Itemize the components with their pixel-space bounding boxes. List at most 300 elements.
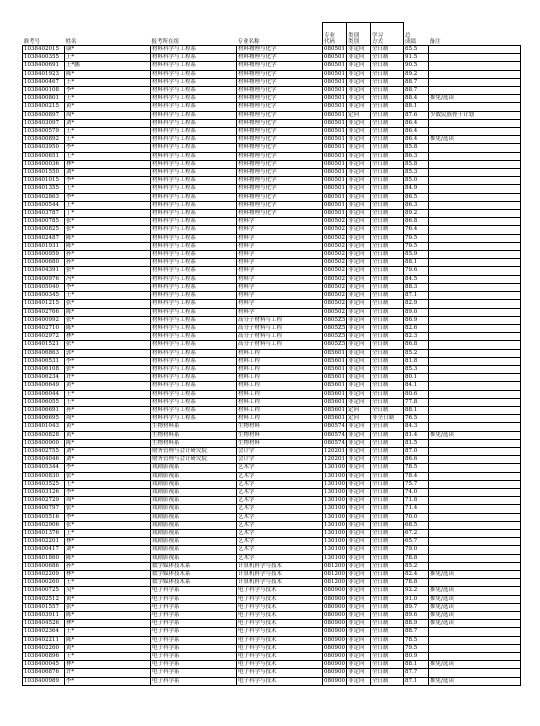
cell-name: 孙* — [65, 562, 151, 570]
cell-department: 材料科学与工程系 — [151, 177, 237, 185]
cell-category: 非定向 — [347, 398, 371, 406]
cell-study-mode: 全日制 — [371, 398, 404, 406]
cell-name: 张* — [65, 603, 151, 611]
table-row — [23, 620, 521, 628]
table-row — [23, 603, 521, 611]
table-row — [23, 447, 521, 455]
cell-department: 戏剧影视系 — [151, 497, 237, 505]
table-row — [23, 595, 521, 603]
cell-name: 王* — [65, 628, 151, 636]
cell-total-score: 86.8 — [404, 341, 429, 349]
cell-major-code: 080502 — [324, 283, 345, 290]
header-department: 报考所在组 — [151, 23, 237, 46]
header-total-score: 总 成绩 — [404, 23, 429, 46]
cell-category: 非定向 — [347, 136, 371, 144]
cell-major: 电子科学与技术 — [237, 628, 323, 636]
table-row — [23, 267, 521, 275]
cell-major-code: 080900 — [324, 644, 345, 651]
table-row — [23, 374, 521, 382]
cell-study-mode: 全日制 — [371, 119, 404, 127]
cell-exam-id: 1038402209 — [23, 571, 65, 579]
cell-category: 非定向 — [347, 300, 371, 308]
cell-name: 黄* — [65, 382, 151, 390]
cell-total-score: 79.5 — [404, 234, 429, 242]
cell-department: 材料科学与工程系 — [151, 267, 237, 275]
table-row — [23, 423, 521, 431]
header-major-code: 专业 代码 — [323, 23, 347, 46]
cell-department: 材料科学与工程系 — [151, 152, 237, 160]
cell-study-mode: 全日制 — [371, 54, 404, 62]
cell-name: 张* — [65, 300, 151, 308]
cell-study-mode: 全日制 — [371, 374, 404, 382]
cell-department: 戏剧影视系 — [151, 546, 237, 554]
cell-total-score: 89.2 — [404, 70, 429, 78]
cell-department: 数字媒体技术系 — [151, 562, 237, 570]
table-row — [23, 160, 521, 168]
cell-total-score: 89.7 — [404, 603, 429, 611]
cell-study-mode: 全日制 — [371, 251, 404, 259]
cell-total-score: 90.5 — [404, 62, 429, 70]
cell-major: 材料物理与化学 — [237, 95, 323, 103]
cell-major-code: 085601 — [324, 374, 345, 381]
cell-major: 材料物理与化学 — [237, 144, 323, 152]
cell-category: 非定向 — [347, 628, 371, 636]
cell-total-score: 82.4 — [404, 571, 429, 579]
cell-study-mode: 全日制 — [371, 488, 404, 496]
cell-major: 材料工程 — [237, 406, 323, 414]
cell-total-score: 85.2 — [404, 349, 429, 357]
cell-total-score: 88.4 — [404, 95, 429, 103]
cell-remarks — [429, 62, 521, 70]
cell-major: 会计学 — [237, 456, 323, 464]
cell-study-mode: 全日制 — [371, 267, 404, 275]
table-row — [23, 612, 521, 620]
cell-remarks: 推免/选读 — [429, 571, 521, 579]
cell-category: 非定向 — [347, 267, 371, 275]
cell-name: 周* — [65, 497, 151, 505]
cell-name: 张* — [65, 521, 151, 529]
cell-department: 材料科学与工程系 — [151, 292, 237, 300]
cell-category: 非定向 — [347, 46, 371, 54]
cell-major: 材料学 — [237, 242, 323, 250]
cell-total-score: 84.3 — [404, 423, 429, 431]
cell-department: 数字媒体技术系 — [151, 571, 237, 579]
cell-remarks — [429, 529, 521, 537]
cell-major: 艺术学 — [237, 497, 323, 505]
cell-study-mode: 全日制 — [371, 283, 404, 291]
score-table — [22, 22, 521, 686]
cell-exam-id: 1038404391 — [23, 267, 65, 275]
cell-name: 王* — [65, 128, 151, 136]
cell-major: 材料工程 — [237, 398, 323, 406]
table-row — [23, 415, 521, 423]
cell-study-mode: 全日制 — [371, 636, 404, 644]
cell-major: 电子科学与技术 — [237, 636, 323, 644]
cell-remarks — [429, 54, 521, 62]
cell-major-code: 080900 — [324, 587, 345, 594]
cell-total-score: 87.1 — [404, 677, 429, 685]
cell-major-code: 080900 — [324, 669, 345, 676]
cell-department: 财务管理与会计研究院 — [151, 456, 237, 464]
cell-remarks — [429, 415, 521, 423]
cell-study-mode: 全日制 — [371, 193, 404, 201]
cell-category: 非定向 — [347, 571, 371, 579]
cell-total-score: 87.6 — [404, 111, 429, 119]
cell-major: 材料物理与化学 — [237, 87, 323, 95]
cell-major-code: 085601 — [324, 398, 345, 405]
cell-exam-id: 1038400825 — [23, 226, 65, 234]
cell-study-mode: 全日制 — [371, 513, 404, 521]
cell-major-code: 080900 — [324, 595, 345, 602]
cell-name: 张* — [65, 341, 151, 349]
cell-total-score: 79.0 — [404, 546, 429, 554]
cell-exam-id: 1038406108 — [23, 365, 65, 373]
cell-exam-id: 1038406234 — [23, 374, 65, 382]
cell-exam-id: 1038400345 — [23, 292, 65, 300]
cell-total-score: 88.9 — [404, 620, 429, 628]
cell-major-code: 081200 — [324, 562, 345, 569]
cell-total-score: 86.4 — [404, 136, 429, 144]
cell-major: 材料物理与化学 — [237, 152, 323, 160]
cell-remarks — [429, 562, 521, 570]
cell-remarks — [429, 152, 521, 160]
cell-total-score: 77.8 — [404, 398, 429, 406]
cell-department: 材料科学与工程系 — [151, 275, 237, 283]
cell-major-code: 080502 — [324, 218, 345, 225]
cell-remarks: 少数民族骨干计划 — [429, 111, 521, 119]
cell-name: 丁* — [65, 210, 151, 218]
cell-study-mode: 全日制 — [371, 653, 404, 661]
cell-category: 非定向 — [347, 603, 371, 611]
cell-exam-id: 1038402755 — [23, 447, 65, 455]
cell-major: 材料物理与化学 — [237, 169, 323, 177]
cell-category: 非定向 — [347, 357, 371, 365]
cell-total-score: 86.3 — [404, 201, 429, 209]
cell-total-score: 82.3 — [404, 333, 429, 341]
cell-name: 王* — [65, 95, 151, 103]
cell-department: 材料科学与工程系 — [151, 169, 237, 177]
cell-remarks — [429, 480, 521, 488]
cell-major: 材料学 — [237, 283, 323, 291]
cell-total-score: 80.9 — [404, 653, 429, 661]
cell-major-code: 080501 — [324, 103, 345, 110]
cell-major: 艺术学 — [237, 538, 323, 546]
cell-exam-id: 1038402906 — [23, 521, 65, 529]
cell-category: 非定向 — [347, 283, 371, 291]
cell-remarks — [429, 226, 521, 234]
cell-remarks — [429, 349, 521, 357]
table-row — [23, 333, 521, 341]
cell-name: 刘* — [65, 546, 151, 554]
table-row — [23, 628, 521, 636]
cell-study-mode: 全日制 — [371, 644, 404, 652]
cell-major-code: 080502 — [324, 259, 345, 266]
cell-remarks — [429, 374, 521, 382]
cell-department: 戏剧影视系 — [151, 521, 237, 529]
table-row — [23, 177, 521, 185]
cell-major: 材料物理与化学 — [237, 128, 323, 136]
cell-name: 孙* — [65, 259, 151, 267]
cell-total-score: 86.4 — [404, 119, 429, 127]
cell-category: 非定向 — [347, 177, 371, 185]
cell-remarks — [429, 119, 521, 127]
cell-study-mode: 全日制 — [371, 571, 404, 579]
cell-name: 周* — [65, 415, 151, 423]
table-row — [23, 587, 521, 595]
cell-total-score: 84.5 — [404, 275, 429, 283]
cell-total-score: 86.6 — [404, 456, 429, 464]
cell-exam-id: 1038400355 — [23, 54, 65, 62]
cell-total-score: 71.8 — [404, 497, 429, 505]
cell-study-mode: 全日制 — [371, 447, 404, 455]
cell-remarks — [429, 653, 521, 661]
cell-exam-id: 1038401860 — [23, 554, 65, 562]
cell-remarks — [429, 234, 521, 242]
cell-major-code: 080501 — [324, 210, 345, 217]
cell-name: 刘* — [65, 119, 151, 127]
cell-total-score: 85.8 — [404, 144, 429, 152]
cell-study-mode: 全日制 — [371, 87, 404, 95]
cell-category: 非定向 — [347, 480, 371, 488]
cell-remarks: 推免/选读 — [429, 661, 521, 669]
cell-major: 生物材料 — [237, 423, 323, 431]
cell-department: 材料科学与工程系 — [151, 333, 237, 341]
cell-study-mode: 全日制 — [371, 546, 404, 554]
cell-department: 生物材料系 — [151, 423, 237, 431]
cell-name: 张* — [65, 226, 151, 234]
cell-study-mode: 全日制 — [371, 505, 404, 513]
cell-exam-id: 1038400036 — [23, 160, 65, 168]
cell-exam-id: 1038400045 — [23, 661, 65, 669]
cell-category: 非定向 — [347, 488, 371, 496]
cell-name: 陈* — [65, 242, 151, 250]
cell-major: 艺术学 — [237, 513, 323, 521]
cell-remarks — [429, 242, 521, 250]
cell-total-score: 81.5 — [404, 439, 429, 447]
cell-department: 材料科学与工程系 — [151, 234, 237, 242]
cell-exam-id: 1038400686 — [23, 562, 65, 570]
cell-major-code: 0805Z5 — [324, 333, 346, 340]
cell-name: 王* — [65, 292, 151, 300]
cell-major-code: 080501 — [324, 111, 345, 118]
cell-study-mode: 全日制 — [371, 341, 404, 349]
cell-exam-id: 1038400260 — [23, 579, 65, 587]
cell-exam-id: 1038406044 — [23, 390, 65, 398]
cell-remarks — [429, 251, 521, 259]
table-row — [23, 46, 521, 54]
cell-study-mode: 全日制 — [371, 218, 404, 226]
cell-study-mode: 全日制 — [371, 136, 404, 144]
cell-total-score: 71.4 — [404, 505, 429, 513]
cell-major: 材料学 — [237, 234, 323, 242]
cell-name: 王* — [65, 480, 151, 488]
cell-name: 王* — [65, 579, 151, 587]
cell-remarks — [429, 538, 521, 546]
cell-major-code: 130100 — [324, 472, 345, 479]
cell-major-code: 130100 — [324, 464, 345, 471]
cell-exam-id: 1038401550 — [23, 169, 65, 177]
cell-major-code: 085601 — [324, 406, 345, 413]
cell-name: 李* — [65, 488, 151, 496]
cell-total-score: 86.8 — [404, 218, 429, 226]
cell-exam-id: 1038401557 — [23, 603, 65, 611]
cell-category: 非定向 — [347, 390, 371, 398]
cell-total-score: 79.6 — [404, 267, 429, 275]
cell-exam-id: 1038402863 — [23, 193, 65, 201]
cell-category: 非定向 — [347, 185, 371, 193]
cell-major: 材料学 — [237, 275, 323, 283]
cell-major-code: 080900 — [324, 603, 345, 610]
cell-total-score: 86.4 — [404, 128, 429, 136]
cell-study-mode: 全日制 — [371, 587, 404, 595]
cell-name: 王* — [65, 653, 151, 661]
cell-name: 刘* — [65, 447, 151, 455]
cell-category: 非定向 — [347, 587, 371, 595]
cell-total-score: 82.9 — [404, 300, 429, 308]
cell-major-code: 080501 — [324, 128, 345, 135]
cell-remarks — [429, 160, 521, 168]
cell-exam-id: 1038402766 — [23, 308, 65, 316]
cell-total-score: 87.1 — [404, 292, 429, 300]
cell-remarks — [429, 333, 521, 341]
cell-category: 非定向 — [347, 251, 371, 259]
cell-remarks — [429, 169, 521, 177]
cell-major: 材料物理与化学 — [237, 111, 323, 119]
cell-exam-id: 1038402487 — [23, 234, 65, 242]
cell-category: 非定向 — [347, 218, 371, 226]
cell-department: 材料科学与工程系 — [151, 406, 237, 414]
table-row — [23, 406, 521, 414]
cell-remarks — [429, 341, 521, 349]
cell-study-mode: 全日制 — [371, 603, 404, 611]
cell-total-score: 79.5 — [404, 644, 429, 652]
cell-department: 材料科学与工程系 — [151, 160, 237, 168]
cell-category: 非定向 — [347, 259, 371, 267]
cell-category: 非定向 — [347, 103, 371, 111]
cell-department: 戏剧影视系 — [151, 529, 237, 537]
cell-remarks — [429, 70, 521, 78]
cell-name: 陈* — [65, 70, 151, 78]
cell-total-score: 65.5 — [404, 46, 429, 54]
cell-remarks — [429, 488, 521, 496]
cell-exam-id: 1038406691 — [23, 406, 65, 414]
cell-name: 陈* — [65, 324, 151, 332]
cell-exam-id: 1038401015 — [23, 177, 65, 185]
cell-total-score: 85.2 — [404, 562, 429, 570]
cell-category: 非定向 — [347, 579, 371, 587]
table-row — [23, 103, 521, 111]
cell-remarks — [429, 423, 521, 431]
cell-study-mode: 全日制 — [371, 300, 404, 308]
cell-remarks — [429, 669, 521, 677]
cell-remarks: 推免/选读 — [429, 677, 521, 685]
cell-study-mode: 全日制 — [371, 152, 404, 160]
cell-study-mode: 全日制 — [371, 316, 404, 324]
cell-department: 材料科学与工程系 — [151, 119, 237, 127]
cell-remarks — [429, 324, 521, 332]
cell-remarks — [429, 185, 521, 193]
cell-study-mode: 全日制 — [371, 275, 404, 283]
table-row — [23, 87, 521, 95]
cell-major-code: 130100 — [324, 513, 345, 520]
cell-total-score: 84.9 — [404, 185, 429, 193]
cell-category: 非定向 — [347, 669, 371, 677]
table-row — [23, 324, 521, 332]
cell-department: 材料科学与工程系 — [151, 259, 237, 267]
cell-major: 艺术学 — [237, 480, 323, 488]
table-row — [23, 677, 521, 685]
cell-total-score: 65.7 — [404, 538, 429, 546]
cell-total-score: 88.7 — [404, 628, 429, 636]
cell-total-score: 91.5 — [404, 54, 429, 62]
cell-department: 材料科学与工程系 — [151, 210, 237, 218]
cell-category: 非定向 — [347, 169, 371, 177]
cell-exam-id: 1038402260 — [23, 644, 65, 652]
cell-category: 非定向 — [347, 87, 371, 95]
cell-exam-id: 1038406876 — [23, 669, 65, 677]
cell-category: 非定向 — [347, 62, 371, 70]
cell-name: 黄* — [65, 595, 151, 603]
cell-remarks — [429, 579, 521, 587]
cell-exam-id: 1038402201 — [23, 538, 65, 546]
cell-major-code: 080574 — [324, 423, 345, 430]
cell-department: 材料科学与工程系 — [151, 390, 237, 398]
cell-remarks — [429, 177, 521, 185]
cell-total-score: 85.0 — [404, 177, 429, 185]
cell-study-mode: 全日制 — [371, 456, 404, 464]
cell-exam-id: 1038400215 — [23, 103, 65, 111]
cell-category: 非定向 — [347, 423, 371, 431]
cell-department: 电子科学系 — [151, 620, 237, 628]
cell-department: 电子科学系 — [151, 661, 237, 669]
cell-remarks — [429, 267, 521, 275]
cell-major-code: 085601 — [324, 349, 345, 356]
cell-name: 张* — [65, 365, 151, 373]
cell-major: 材料物理与化学 — [237, 119, 323, 127]
cell-remarks — [429, 259, 521, 267]
cell-name: 王* — [65, 136, 151, 144]
cell-study-mode: 全日制 — [371, 464, 404, 472]
cell-remarks: 推免/选读 — [429, 587, 521, 595]
cell-major-code: 0805Z5 — [324, 316, 346, 323]
cell-major-code: 130100 — [324, 538, 345, 545]
cell-exam-id: 1038400900 — [23, 439, 65, 447]
cell-major: 艺术学 — [237, 554, 323, 562]
cell-remarks — [429, 365, 521, 373]
cell-department: 材料科学与工程系 — [151, 374, 237, 382]
cell-remarks: 推免/选读 — [429, 603, 521, 611]
cell-major: 材料物理与化学 — [237, 185, 323, 193]
cell-category: 非定向 — [347, 439, 371, 447]
cell-study-mode: 全日制 — [371, 333, 404, 341]
cell-study-mode: 全日制 — [371, 497, 404, 505]
header-remarks: 备注 — [429, 23, 521, 46]
cell-study-mode: 全日制 — [371, 177, 404, 185]
cell-name: 陈* — [65, 612, 151, 620]
cell-category: 非定向 — [347, 546, 371, 554]
cell-study-mode: 全日制 — [371, 538, 404, 546]
table-row — [23, 349, 521, 357]
cell-name: 周* — [65, 111, 151, 119]
cell-remarks — [429, 283, 521, 291]
cell-major-code: 080900 — [324, 612, 345, 619]
table-row — [23, 234, 521, 242]
cell-category: 非定向 — [347, 620, 371, 628]
table-row — [23, 300, 521, 308]
cell-major: 艺术学 — [237, 464, 323, 472]
table-row — [23, 398, 521, 406]
cell-study-mode: 全日制 — [371, 308, 404, 316]
